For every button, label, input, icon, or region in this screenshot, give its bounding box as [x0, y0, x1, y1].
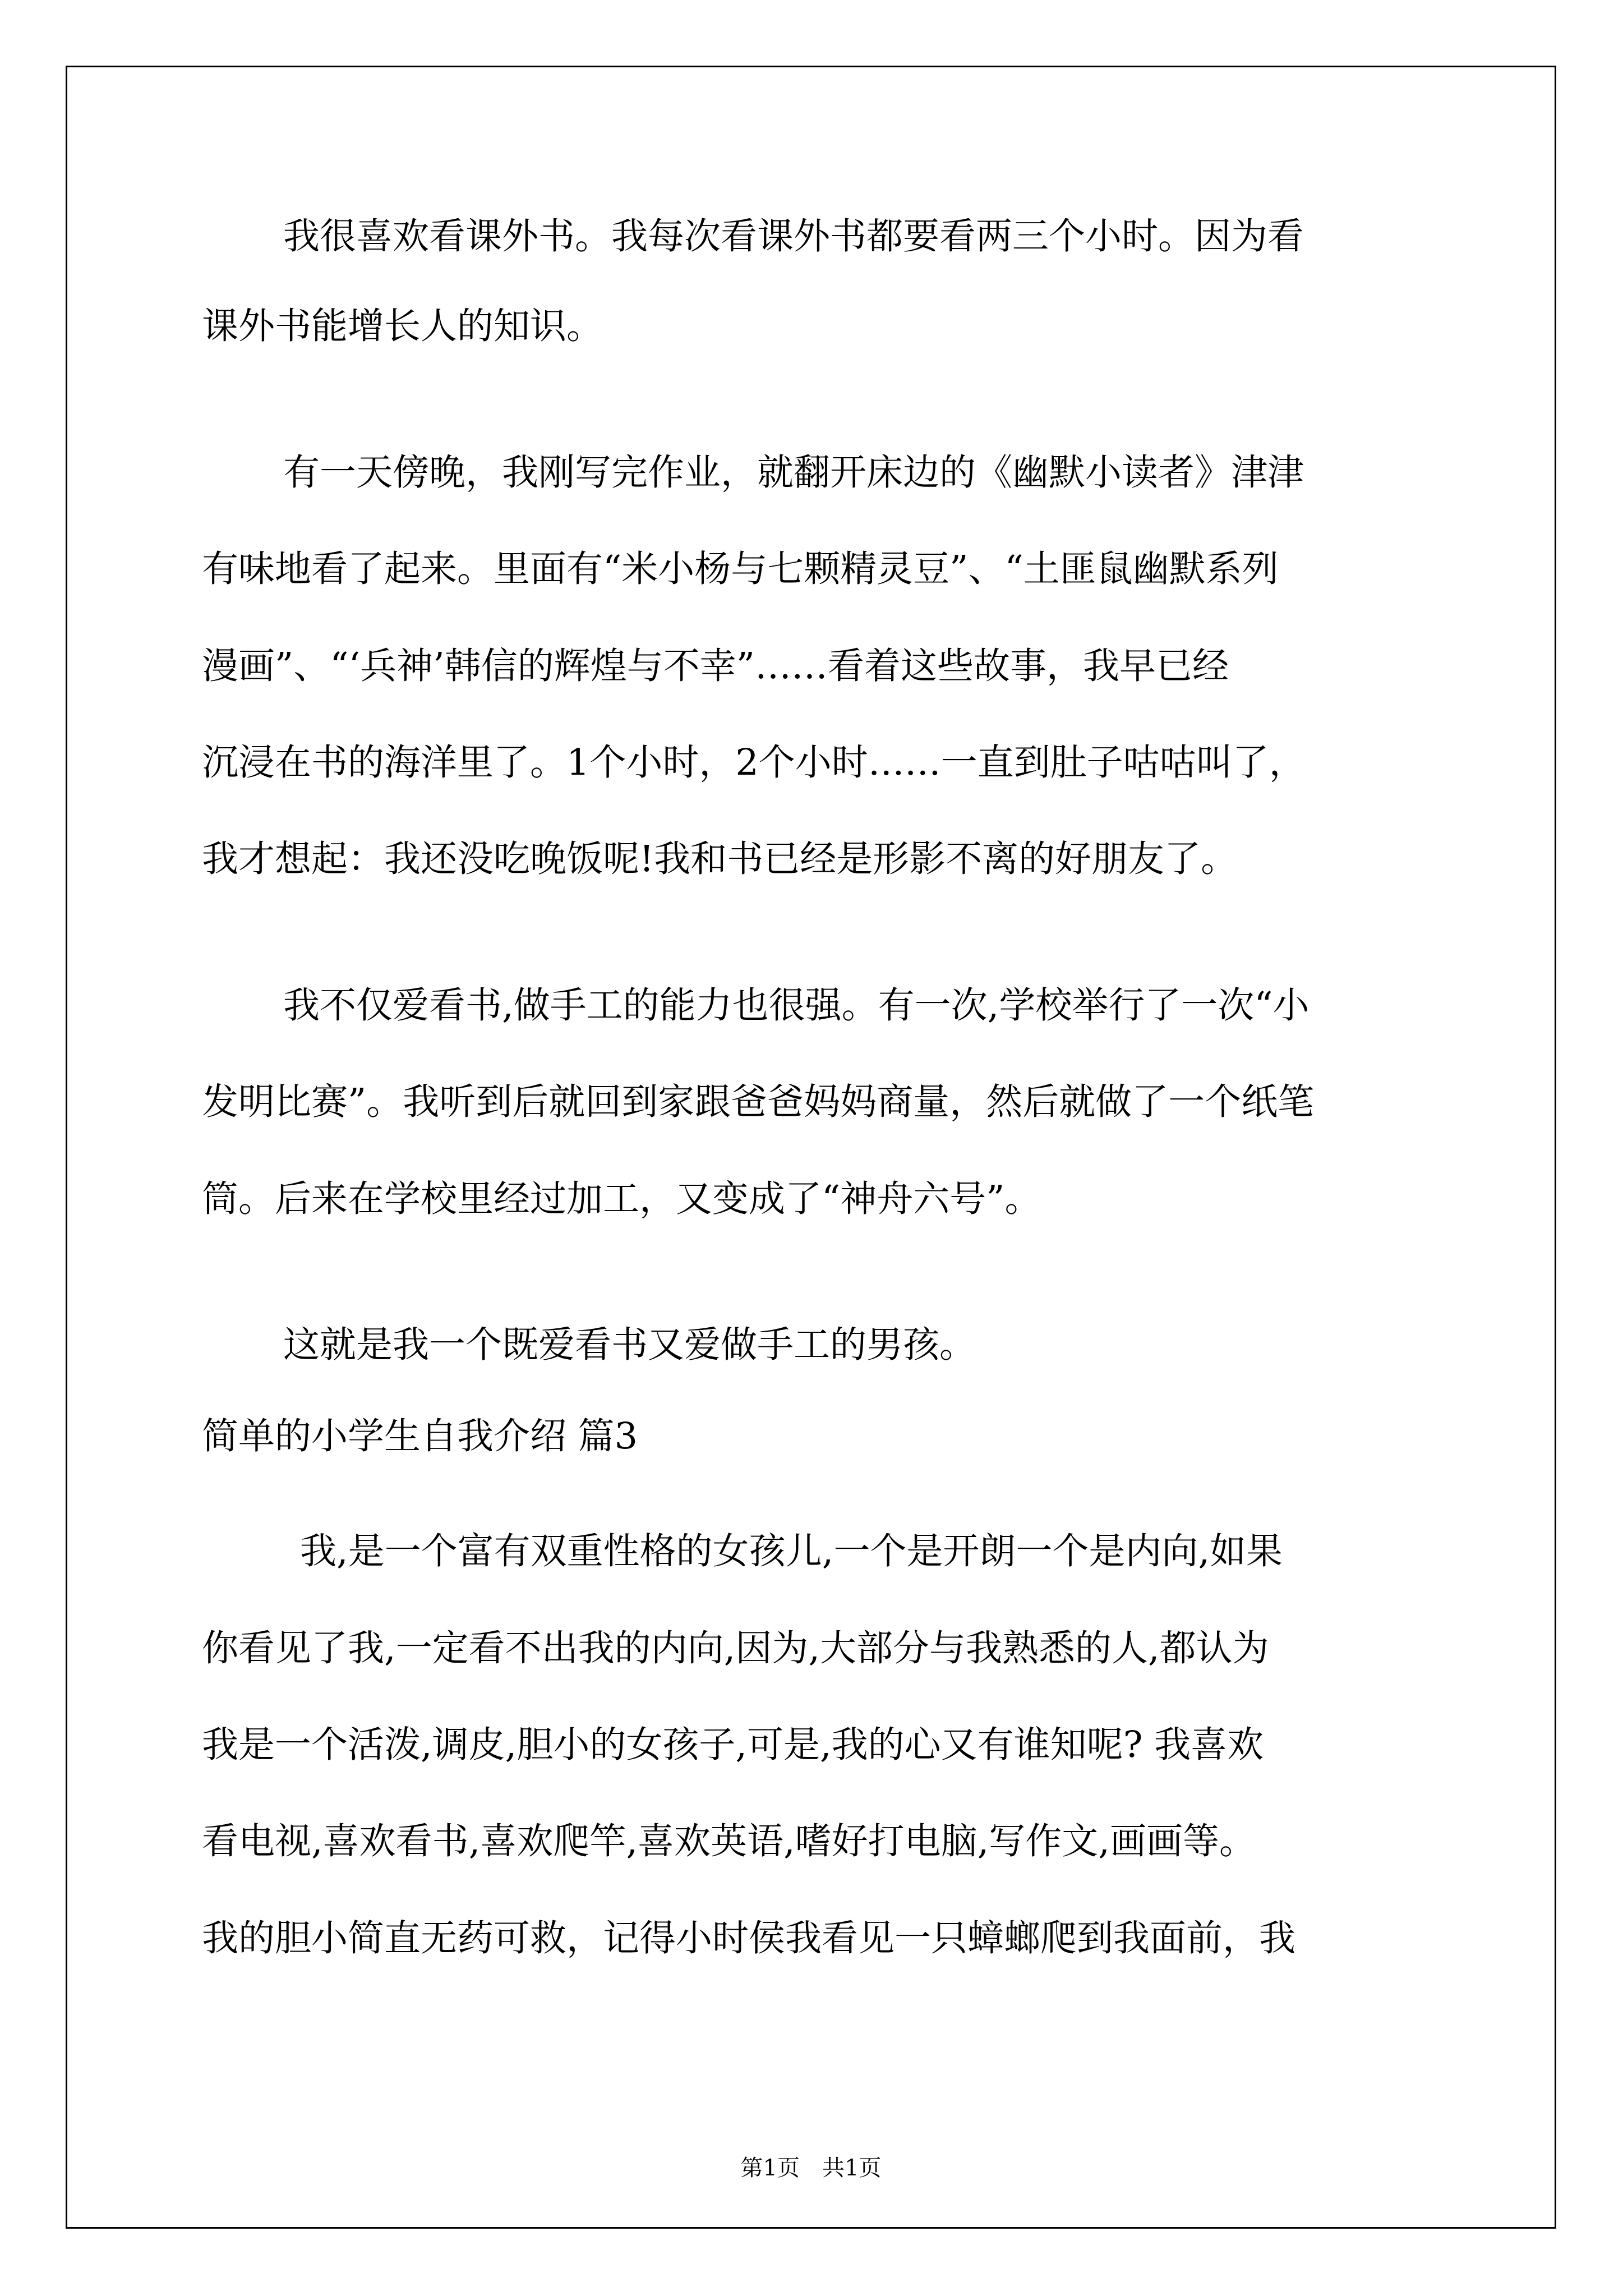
page-footer: 第1页 共1页 — [740, 2155, 882, 2181]
text-line: 发明比赛”。我听到后就回到家跟爸爸妈妈商量，然后就做了一个纸笔 — [202, 1081, 1315, 1123]
text-line: 筒。后来在学校里经过加工，又变成了“神舟六号”。 — [202, 1178, 1041, 1220]
text-line: 看电视,喜欢看书,喜欢爬竿,喜欢英语,嗜好打电脑,写作文,画画等。 — [202, 1820, 1256, 1862]
section-heading: 简单的小学生自我介绍 篇3 — [202, 1415, 638, 1457]
text-line: 我不仅爱看书,做手工的能力也很强。有一次,学校举行了一次“小 — [283, 984, 1310, 1027]
text-line: 漫画”、“‘兵神’韩信的辉煌与不幸”……看着这些故事，我早已经 — [202, 645, 1229, 687]
text-line: 我才想起：我还没吃晚饭呢!我和书已经是形影不离的好朋友了。 — [202, 838, 1238, 880]
text-line: 我的胆小简直无药可救，记得小时侯我看见一只蟑螂爬到我面前，我 — [202, 1917, 1296, 1959]
text-line: 有味地看了起来。里面有“米小杨与七颗精灵豆”、“土匪鼠幽默系列 — [202, 548, 1279, 590]
document-page — [66, 66, 1556, 2229]
text-line: 我很喜欢看课外书。我每次看课外书都要看两三个小时。因为看 — [283, 215, 1304, 257]
text-line: 你看见了我,一定看不出我的内向,因为,大部分与我熟悉的人,都认为 — [202, 1627, 1269, 1669]
text-line: 我,是一个富有双重性格的女孩儿,一个是开朗一个是内向,如果 — [300, 1530, 1283, 1572]
text-line: 我是一个活泼,调皮,胆小的女孩子,可是,我的心又有谁知呢? 我喜欢 — [202, 1724, 1264, 1766]
text-line: 课外书能增长人的知识。 — [202, 305, 603, 347]
text-line: 有一天傍晚，我刚写完作业，就翻开床边的《幽默小读者》津津 — [283, 452, 1304, 494]
text-line: 沉浸在书的海洋里了。1个小时，2个小时……一直到肚子咕咕叫了， — [202, 742, 1306, 784]
text-line: 这就是我一个既爱看书又爱做手工的男孩。 — [283, 1324, 976, 1366]
